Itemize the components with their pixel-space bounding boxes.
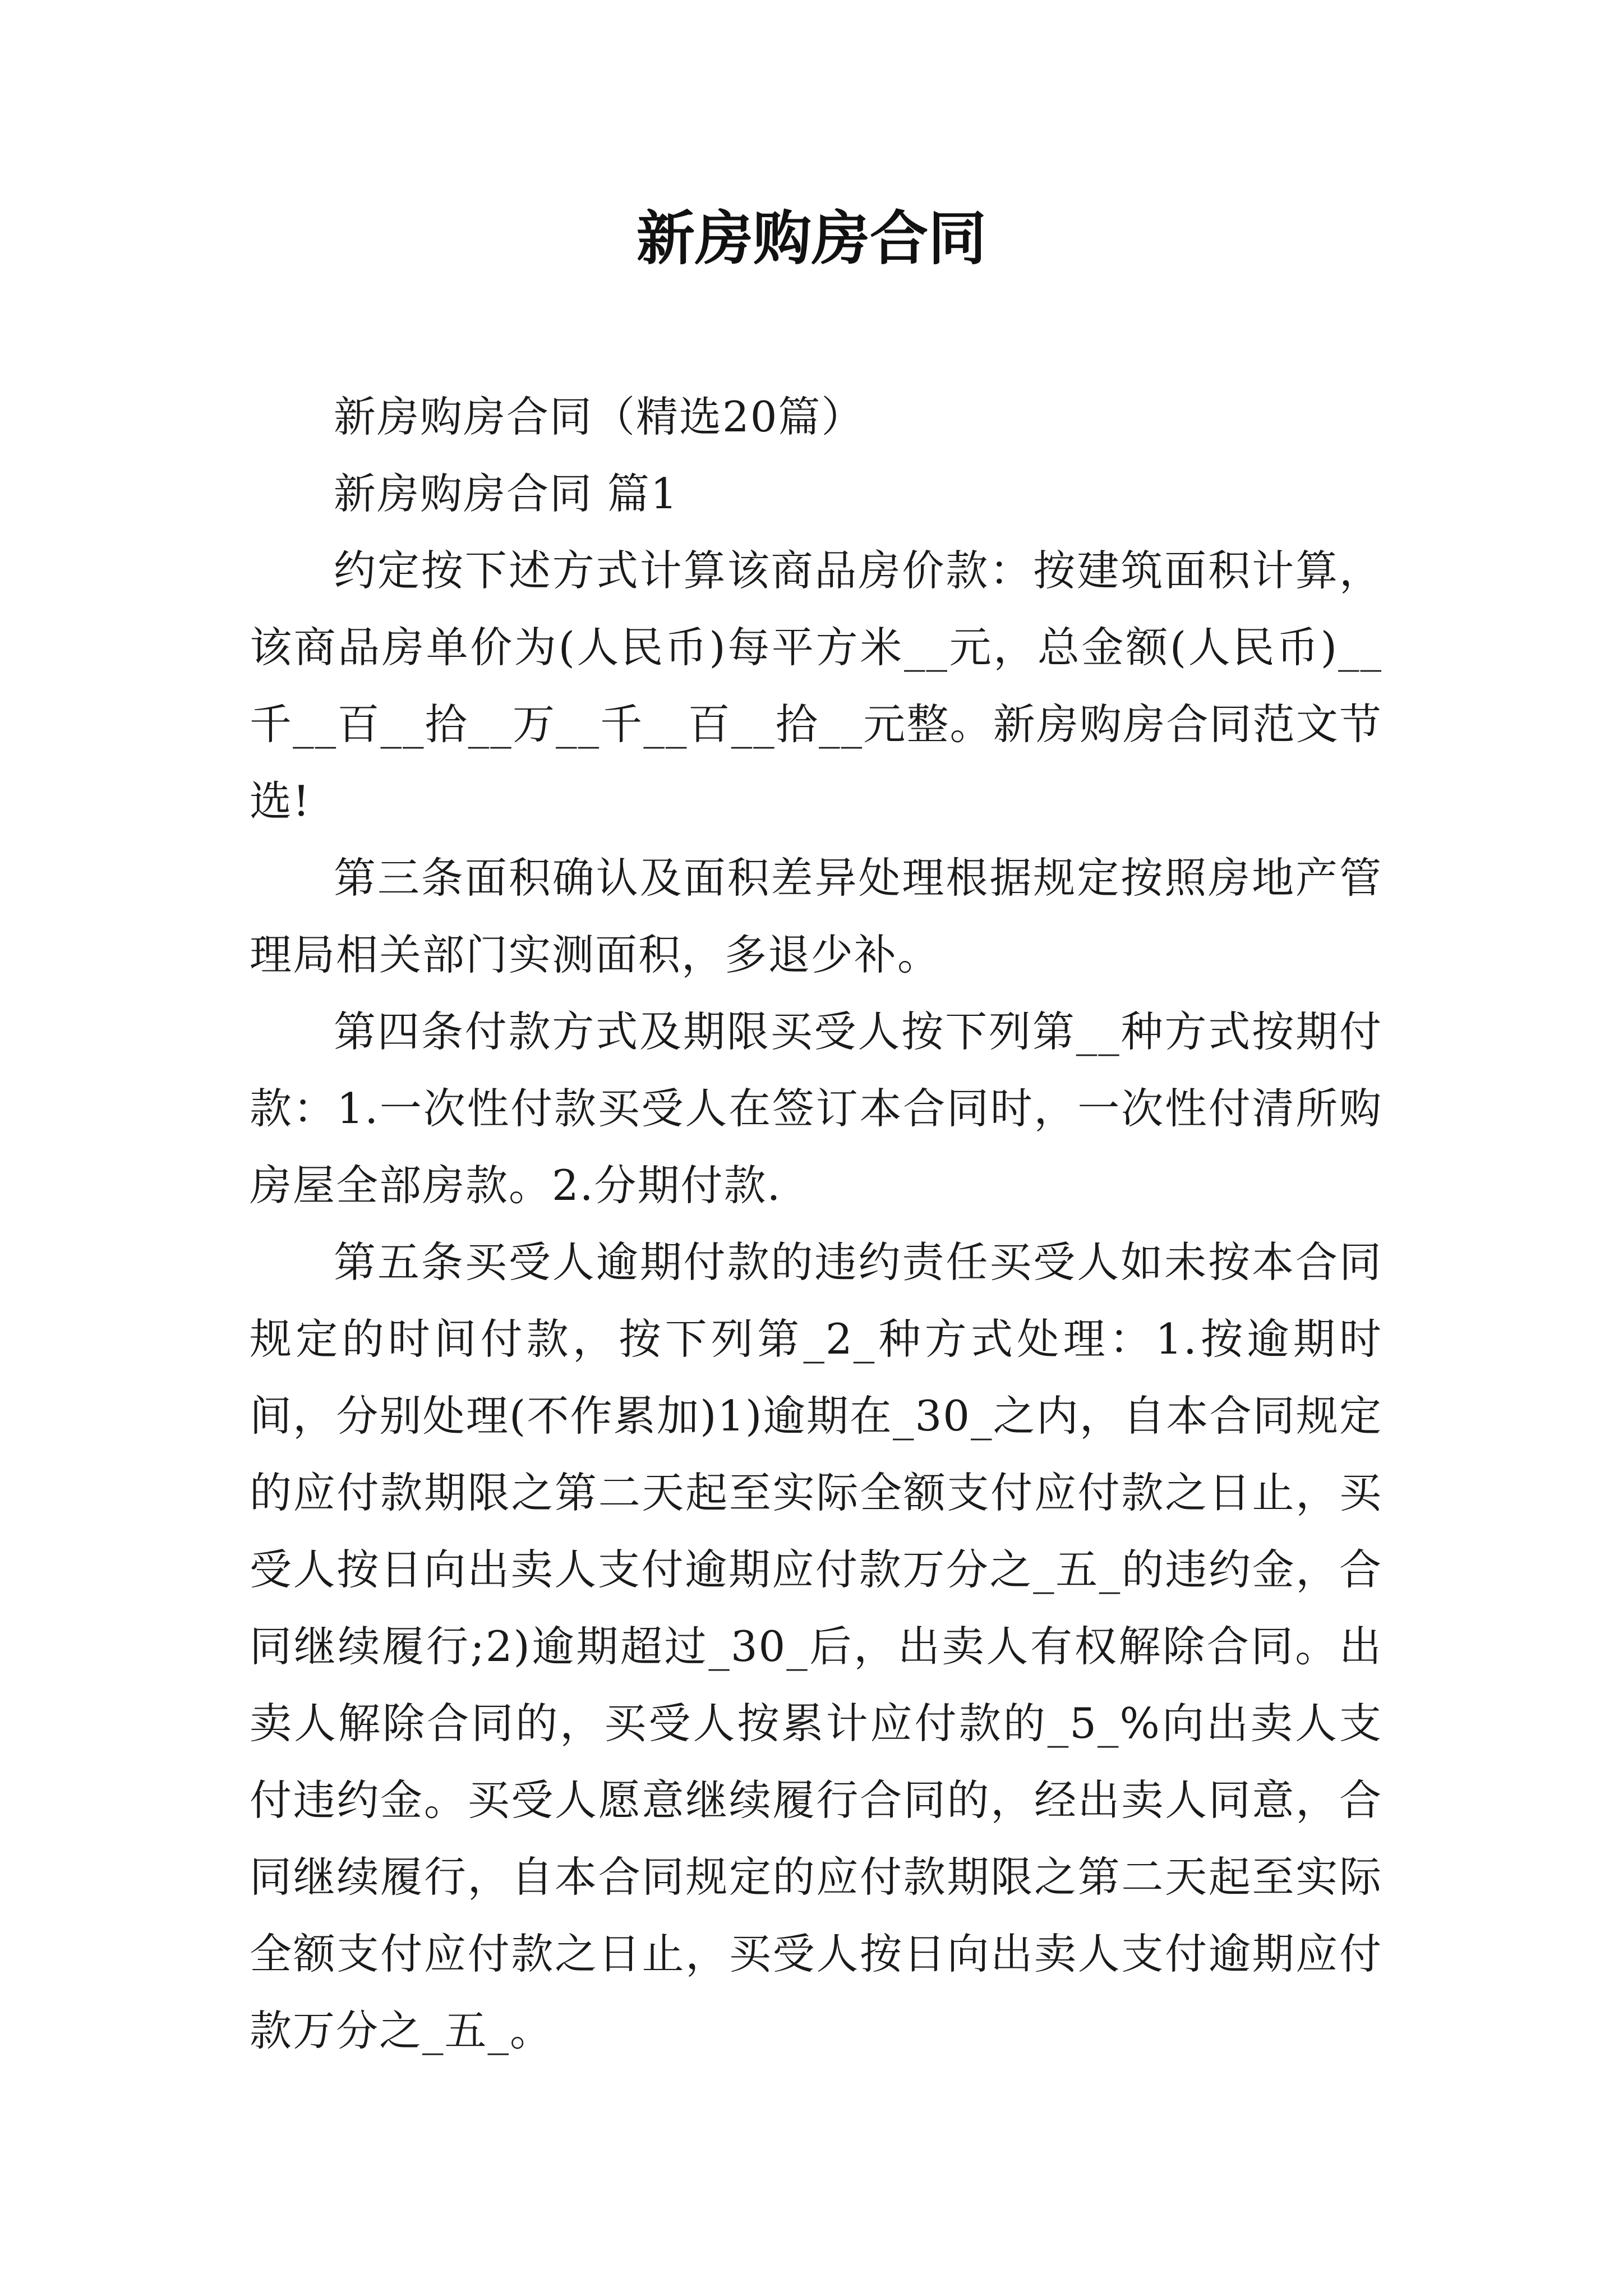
document-body <box>250 379 1382 2069</box>
paragraph-article-5: 第五条买受人逾期付款的违约责任买受人如未按本合同规定的时间付款，按下列第_2_种方式处理：1.按逾期时间，分别处理(不作累加)1)逾期在_30_之内，自本合同规定的应付款期限之第二天起至实际全额支付应付款之日止，买受人按日向出卖人支付逾期应付款万分之_五_的违约金，合同继续履行;2)逾期超过_30_后，出卖人有权解除合同。出卖人解除合同的，买受人按累计应付款的_5_%向出卖人支付违约金。买受人愿意继续履行合同的，经出卖人同意，合同继续履行，自本合同规定的应付款期限之第二天起至实际全额支付应付款之日止，买受人按日向出卖人支付逾期应付款万分之_五_。 <box>250 1237 1382 2055</box>
section-heading: 新房购房合同 篇1 <box>334 469 679 518</box>
collection-heading: 新房购房合同（精选20篇） <box>334 392 865 441</box>
paragraph-price: 约定按下述方式计算该商品房价款：按建筑面积计算，该商品房单价为(人民币)每平方米__元，总金额(人民币)__千__百__拾__万__千__百__拾__元整。新房购房合同范文节选! <box>250 546 1382 826</box>
paragraph-article-3: 第三条面积确认及面积差异处理根据规定按照房地产管理局相关部门实测面积，多退少补。 <box>250 853 1382 979</box>
document-title: 新房购房合同 <box>636 204 986 273</box>
paragraph-article-4: 第四条付款方式及期限买受人按下列第__种方式按期付款：1.一次性付款买受人在签订本合同时，一次性付清所购房屋全部房款。2.分期付款. <box>250 1007 1382 1210</box>
